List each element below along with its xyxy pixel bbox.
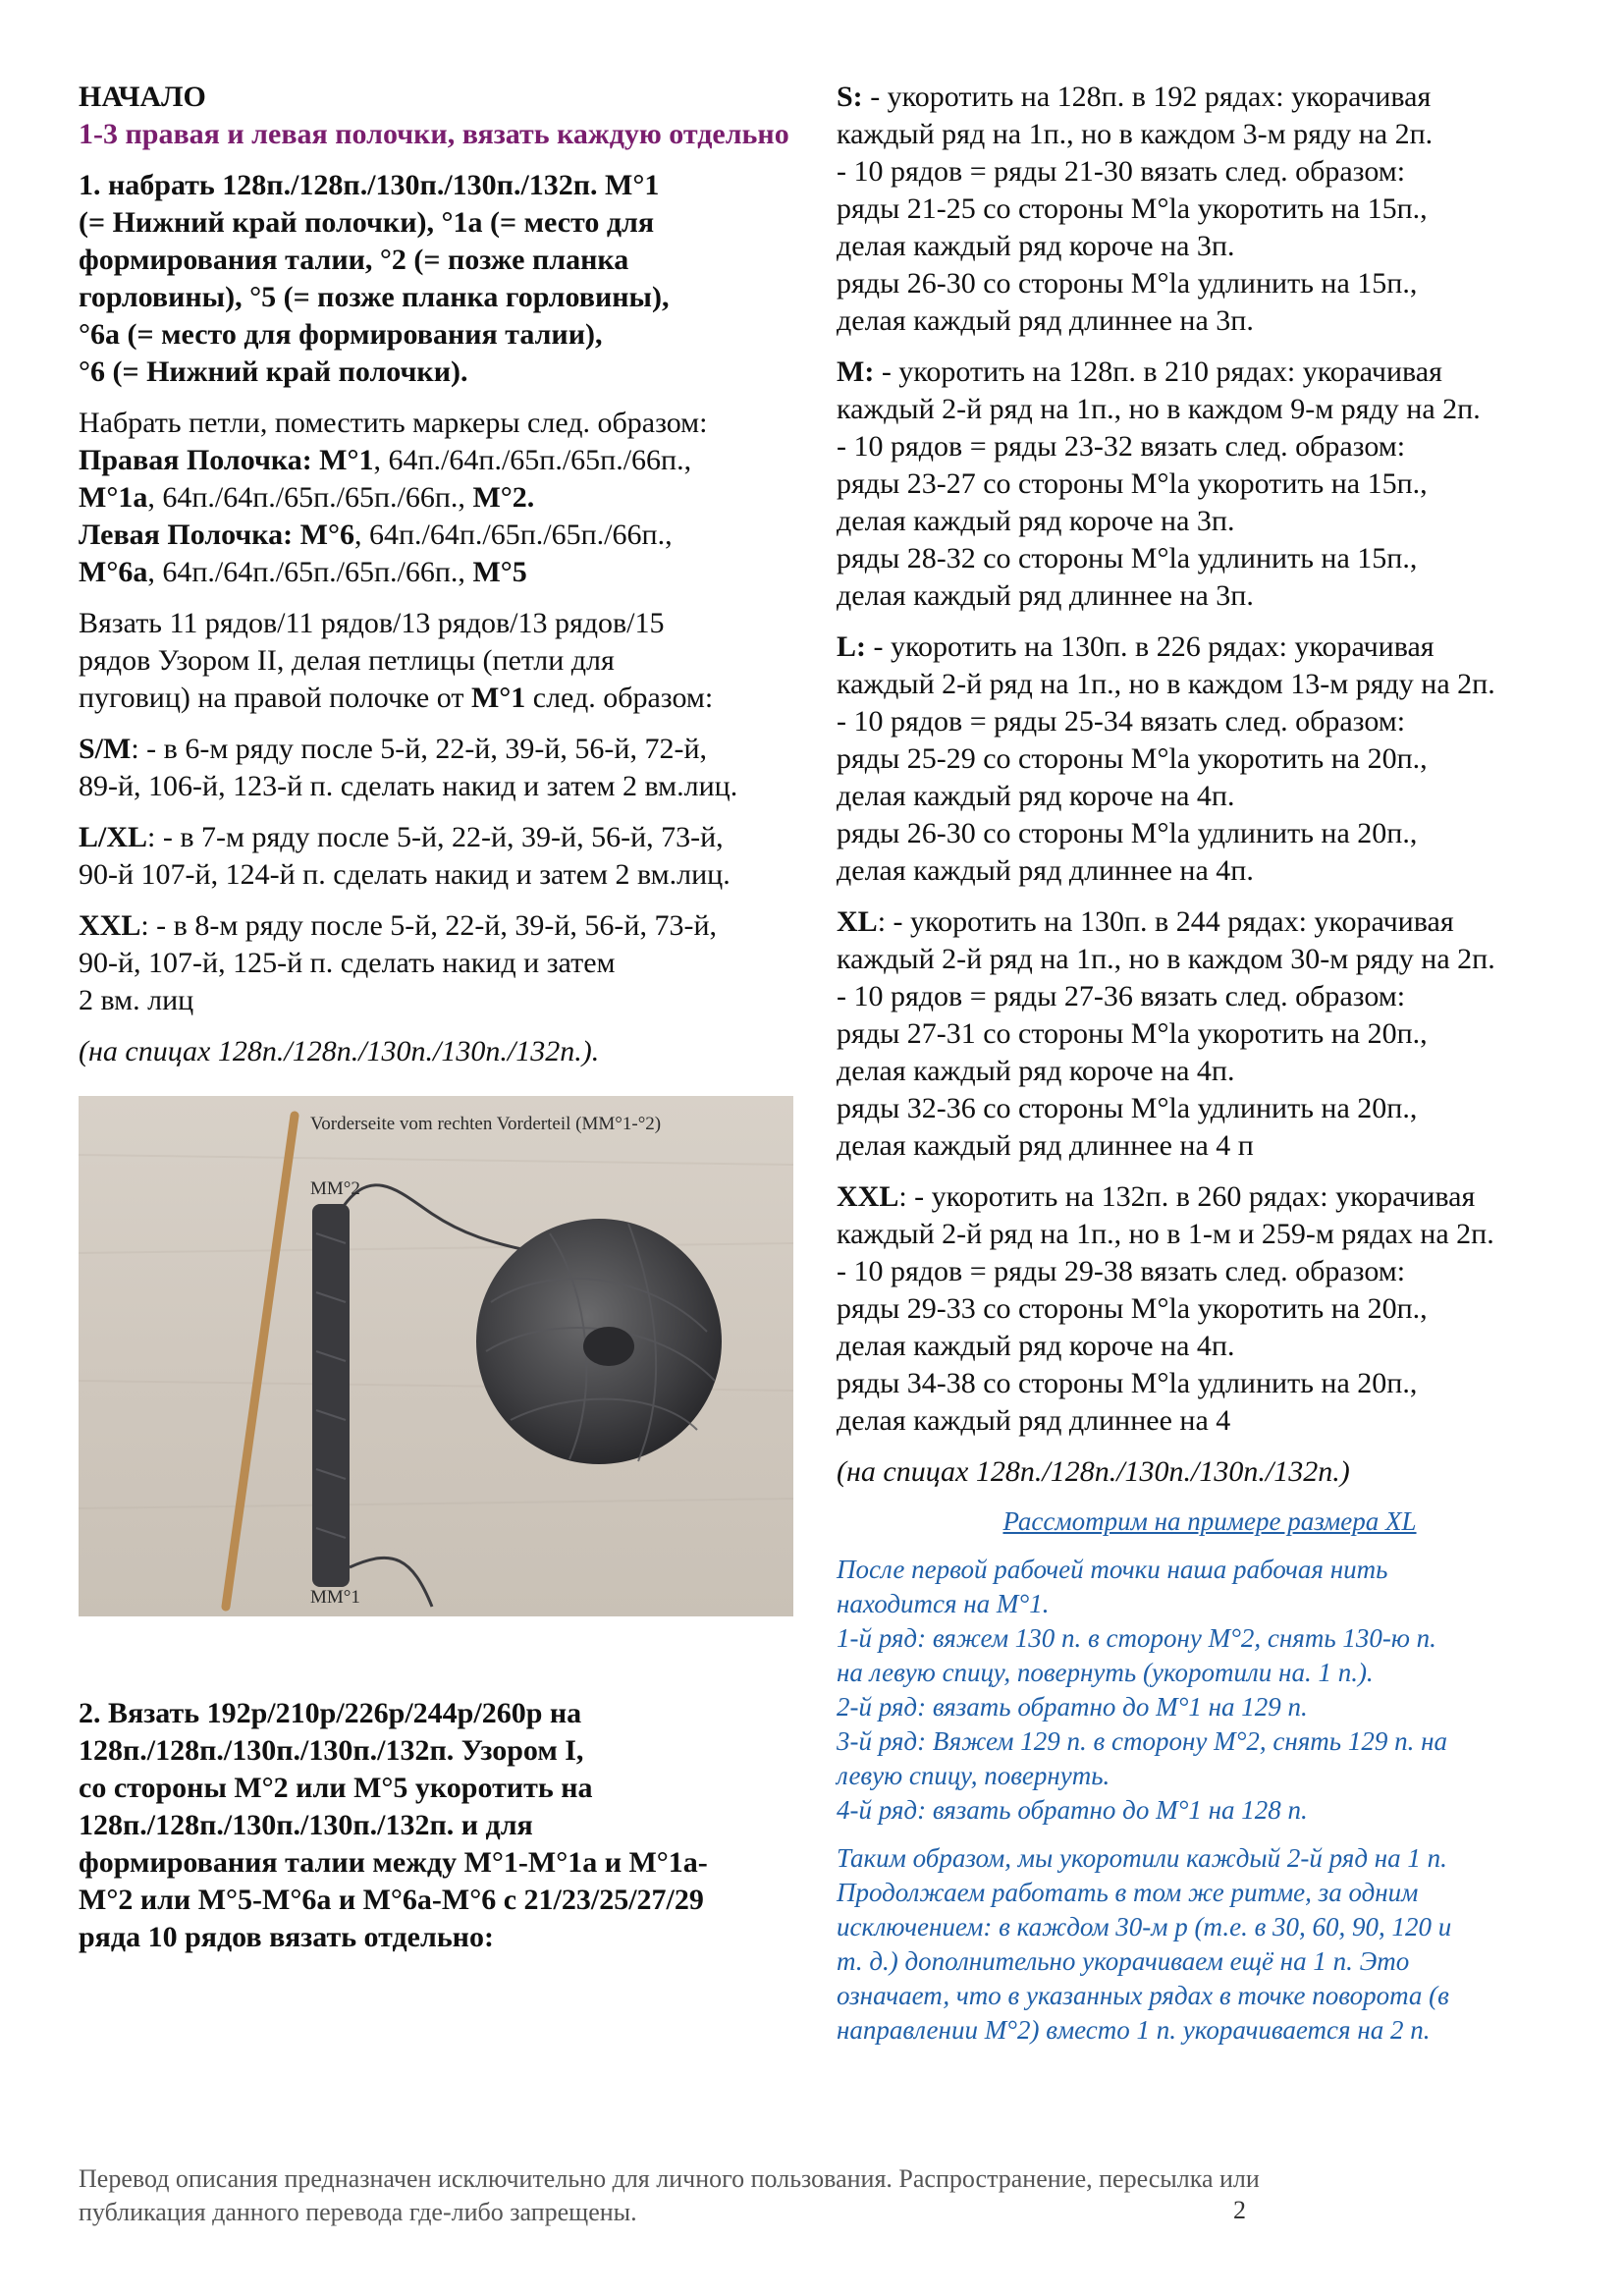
size-block-line: - 10 рядов = ряды 29-38 вязать след. образом:	[837, 1255, 1406, 1287]
step-2-line: 2. Вязать 192р/210р/226р/244р/260р на	[79, 1697, 582, 1729]
example-paragraph-2	[837, 1841, 1583, 2048]
size-xxl-text: : - в 8-м ряду после 5-й, 22-й, 39-й, 56-й, 73-й,	[140, 909, 717, 942]
size-block-line: ряды 23-27 со стороны M°la укоротить на 15п.,	[837, 467, 1428, 500]
step-2-line: 128п./128п./130п./130п./132п. и для	[79, 1809, 533, 1841]
size-xl-block	[837, 903, 1583, 1165]
size-block-line	[837, 354, 1583, 391]
example-line: находится на M°1.	[837, 1589, 1050, 1618]
size-block-line: делая каждый ряд длиннее на 3п.	[837, 579, 1254, 612]
marker-m5: М°5	[472, 556, 527, 588]
example-line: исключением: в каждом 30-м р (т.е. в 30, 60, 90, 120 и	[837, 1912, 1452, 1941]
footer-line: Перевод описания предназначен исключительно для личного пользования. Распространение, пересылка или	[79, 2164, 1260, 2193]
size-block-text: : - укоротить на 130п. в 244 рядах: укорачивая	[877, 905, 1454, 938]
size-block-line: ряды 32-36 со стороны M°la удлинить на 20п.,	[837, 1092, 1418, 1124]
example-line: левую спицу, повернуть.	[837, 1761, 1110, 1790]
size-block-line: делая каждый ряд короче на 4п.	[837, 1330, 1235, 1362]
knit-line-text: пуговиц) на правой полочке от	[79, 682, 471, 714]
size-lxl-label: L/XL	[79, 821, 148, 853]
size-sm-line: 89-й, 106-й, 123-й п. сделать накид и затем 2 вм.лиц.	[79, 770, 738, 802]
size-block-line: ряды 27-31 со стороны M°la укоротить на 20п.,	[837, 1017, 1428, 1050]
left-front-counts: , 64п./64п./65п./65п./66п.,	[353, 519, 673, 551]
size-block-line: делая каждый ряд длиннее на 4п.	[837, 854, 1254, 887]
photo-label-mm1: MM°1	[310, 1587, 360, 1608]
example-line: Таким образом, мы укоротили каждый 2-й ряд на 1 п.	[837, 1843, 1447, 1873]
size-sm-label: S/M	[79, 733, 132, 765]
size-block-line: ряды 25-29 со стороны M°la укоротить на 20п.,	[837, 742, 1428, 775]
size-label: S:	[837, 81, 863, 113]
knit-line-text: след. образом:	[525, 682, 714, 714]
section-subheading: 1-3 правая и левая полочки, вязать каждую отдельно	[79, 118, 789, 150]
step-1-line: горловины), °5 (= позже планка горловины),	[79, 281, 670, 313]
size-label: M:	[837, 355, 875, 388]
step-2-line: формирования талии между М°1-М°1а и М°1а-	[79, 1846, 708, 1879]
size-lxl-instructions	[79, 819, 825, 894]
example-line: на левую спицу, повернуть (укоротили на. 1 п.).	[837, 1658, 1374, 1687]
size-block-line: делая каждый ряд длиннее на 3п.	[837, 304, 1254, 337]
right-front-label: Правая Полочка: М°1	[79, 444, 374, 476]
footer-line: публикация данного перевода где-либо запрещены.	[79, 2198, 637, 2226]
size-block-line: - 10 рядов = ряды 27-36 вязать след. образом:	[837, 980, 1406, 1012]
left-front-line-2	[79, 554, 825, 591]
size-label: XXL	[837, 1180, 899, 1213]
marker-m2: М°2.	[472, 481, 535, 514]
size-block-text: : - укоротить на 132п. в 260 рядах: укорачивая	[898, 1180, 1476, 1213]
size-block-line	[837, 79, 1583, 116]
example-line: 2-й ряд: вязать обратно до M°1 на 129 п.	[837, 1692, 1308, 1722]
needle-shape	[226, 1116, 295, 1607]
size-block-line: делая каждый ряд длиннее на 4	[837, 1404, 1231, 1437]
example-title-link[interactable]: Рассмотрим на примере размера XL	[1002, 1506, 1417, 1536]
knitting-photo	[79, 1096, 793, 1616]
size-block-line: каждый 2-й ряд на 1п., но в 1-м и 259-м рядах на 2п.	[837, 1218, 1494, 1250]
step-2-line: со стороны М°2 или М°5 укоротить на	[79, 1772, 593, 1804]
size-lxl-line	[79, 819, 825, 856]
size-label: XL	[837, 905, 878, 938]
size-block-line: делая каждый ряд короче на 4п.	[837, 780, 1235, 812]
size-block-line: ряды 26-30 со стороны M°la удлинить на 15п.,	[837, 267, 1418, 300]
right-front-counts-2: , 64п./64п./65п./65п./66п.,	[147, 481, 473, 514]
size-block-line: каждый 2-й ряд на 1п., но в каждом 30-м ряду на 2п.	[837, 943, 1495, 975]
step-2-line: 128п./128п./130п./130п./132п. Узором I,	[79, 1734, 584, 1767]
right-front-counts: , 64п./64п./65п./65п./66п.,	[373, 444, 692, 476]
size-m-block	[837, 354, 1583, 615]
example-line: 3-й ряд: Вяжем 129 п. в сторону M°2, снять 129 п. на	[837, 1726, 1447, 1756]
size-xxl-line: 2 вм. лиц	[79, 984, 194, 1016]
size-block-line: - 10 рядов = ряды 21-30 вязать след. образом:	[837, 155, 1406, 188]
example-line: т. д.) дополнительно укорачиваем ещё на 1 п. Это	[837, 1946, 1410, 1976]
size-sm-instructions	[79, 731, 825, 805]
size-block-line: - 10 рядов = ряды 23-32 вязать след. образом:	[837, 430, 1406, 463]
size-block-line: каждый 2-й ряд на 1п., но в каждом 9-м ряду на 2п.	[837, 393, 1481, 425]
knitting-photo-illustration	[79, 1096, 793, 1616]
step-2-line: ряда 10 рядов вязать отдельно:	[79, 1921, 494, 1953]
example-line: Продолжаем работать в том же ритме, за одним	[837, 1878, 1419, 1907]
size-block-line: - 10 рядов = ряды 25-34 вязать след. образом:	[837, 705, 1406, 738]
size-xxl-block	[837, 1178, 1583, 1440]
example-line: 1-й ряд: вяжем 130 п. в сторону M°2, снять 130-ю п.	[837, 1623, 1436, 1653]
photo-caption: Vorderseite vom rechten Vorderteil (MM°1-°2)	[310, 1114, 662, 1134]
size-block-line: делая каждый ряд короче на 3п.	[837, 230, 1235, 262]
size-xxl-instructions	[79, 907, 825, 1019]
size-s-block	[837, 79, 1583, 340]
step-1-line: °6 (= Нижний край полочки).	[79, 355, 468, 388]
marker-m1: М°1	[470, 682, 526, 714]
example-paragraph-1	[837, 1553, 1583, 1828]
marker-m6a: М°6а	[79, 556, 148, 588]
needles-note: (на спицах 128п./128п./130п./130п./132п.).	[79, 1035, 600, 1067]
knit-line: Вязать 11 рядов/11 рядов/13 рядов/13 рядов/15	[79, 607, 665, 639]
photo-label-mm2: MM°2	[310, 1178, 360, 1199]
left-front-label: Левая Полочка: М°6	[79, 519, 354, 551]
size-sm-line	[79, 731, 825, 768]
left-front-line-1	[79, 517, 825, 554]
size-lxl-line: 90-й 107-й, 124-й п. сделать накид и затем 2 вм.лиц.	[79, 858, 731, 891]
size-block-text: - укоротить на 128п. в 210 рядах: укорачивая	[874, 355, 1442, 388]
size-label: L:	[837, 630, 866, 663]
example-line: означает, что в указанных рядах в точке поворота (в	[837, 1981, 1449, 2010]
step-1-line: °6а (= место для формирования талии),	[79, 318, 603, 351]
knit-line	[79, 680, 825, 717]
size-lxl-text: : - в 7-м ряду после 5-й, 22-й, 39-й, 56-й, 73-й,	[147, 821, 724, 853]
right-column	[837, 79, 1583, 2048]
step-2-line: М°2 или М°5-М°6а и М°6а-М°6 с 21/23/25/27/29	[79, 1884, 704, 1916]
size-block-line: делая каждый ряд короче на 3п.	[837, 505, 1235, 537]
size-block-text: - укоротить на 130п. в 226 рядах: укорачивая	[866, 630, 1435, 663]
size-block-line: каждый ряд на 1п., но в каждом 3-м ряду на 2п.	[837, 118, 1434, 150]
needles-note-right: (на спицах 128п./128п./130п./130п./132п.)	[837, 1455, 1350, 1488]
size-block-line: делая каждый ряд короче на 4п.	[837, 1055, 1235, 1087]
footer-disclaimer	[79, 2162, 1532, 2229]
knit-paragraph	[79, 605, 825, 717]
markers-paragraph	[79, 405, 825, 591]
left-front-counts-2: , 64п./64п./65п./65п./66п.,	[147, 556, 473, 588]
page-number: 2	[1233, 2196, 1246, 2224]
size-xxl-line: 90-й, 107-й, 125-й п. сделать накид и затем	[79, 947, 616, 979]
section-heading: НАЧАЛО	[79, 81, 206, 113]
size-block-line: ряды 28-32 со стороны M°la удлинить на 15п.,	[837, 542, 1418, 574]
size-xxl-label: XXL	[79, 909, 141, 942]
size-l-block	[837, 629, 1583, 890]
left-column	[79, 79, 825, 1956]
step-2	[79, 1695, 825, 1956]
size-block-line	[837, 629, 1583, 666]
example-line: 4-й ряд: вязать обратно до M°1 на 128 п.	[837, 1795, 1308, 1825]
size-block-line: каждый 2-й ряд на 1п., но в каждом 13-м ряду на 2п.	[837, 668, 1495, 700]
size-block-line	[837, 903, 1583, 941]
size-block-line: ряды 26-30 со стороны M°la удлинить на 20п.,	[837, 817, 1418, 849]
size-block-line: ряды 29-33 со стороны M°la укоротить на 20п.,	[837, 1292, 1428, 1325]
size-sm-text: : - в 6-м ряду после 5-й, 22-й, 39-й, 56-й, 72-й,	[131, 733, 707, 765]
markers-intro: Набрать петли, поместить маркеры след. образом:	[79, 407, 708, 439]
size-block-line: ряды 34-38 со стороны M°la удлинить на 20п.,	[837, 1367, 1418, 1399]
step-1-line: (= Нижний край полочки), °1а (= место для	[79, 206, 655, 239]
step-1	[79, 167, 825, 391]
right-front-line-1	[79, 442, 825, 479]
knit-line: рядов Узором II, делая петлицы (петли для	[79, 644, 615, 677]
size-xxl-line	[79, 907, 825, 945]
size-block-line: делая каждый ряд длиннее на 4 п	[837, 1129, 1254, 1162]
marker-m1a: М°1а	[79, 481, 148, 514]
step-1-line: 1. набрать 128п./128п./130п./130п./132п. М°1	[79, 169, 660, 201]
example-line: После первой рабочей точки наша рабочая нить	[837, 1555, 1388, 1584]
size-block-line: ряды 21-25 со стороны M°la укоротить на 15п.,	[837, 192, 1428, 225]
size-block-text: - укоротить на 128п. в 192 рядах: укорачивая	[862, 81, 1432, 113]
size-block-line	[837, 1178, 1583, 1216]
step-1-line: формирования талии, °2 (= позже планка	[79, 244, 629, 276]
example-line: направлении M°2) вместо 1 п. укорачивается на 2 п.	[837, 2015, 1431, 2045]
right-front-line-2	[79, 479, 825, 517]
